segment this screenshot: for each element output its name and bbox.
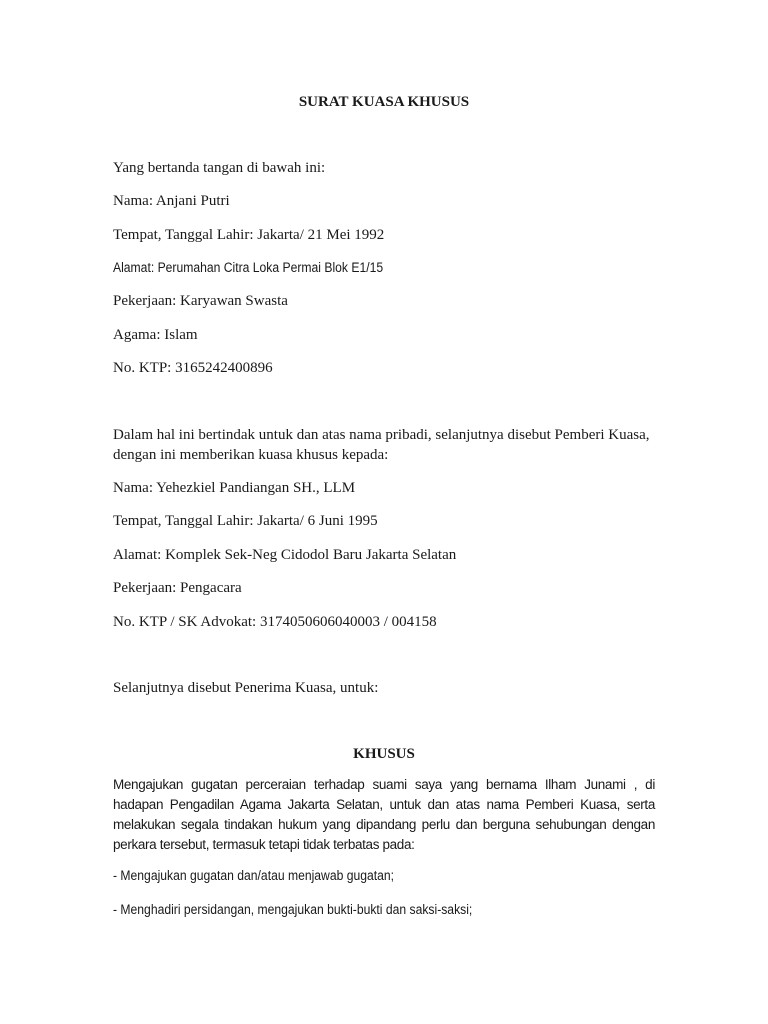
purpose-paragraph — [113, 775, 655, 855]
grantor-occupation: Pekerjaan: Karyawan Swasta — [113, 293, 288, 309]
intro-text: Yang bertanda tangan di bawah ini: — [113, 160, 326, 176]
bullet-item — [113, 866, 425, 886]
grantee-birth: Tempat, Tanggal Lahir: Jakarta/ 6 Juni 1995 — [113, 513, 378, 529]
document-title: SURAT KUASA KHUSUS — [298, 94, 470, 110]
purpose-line: perkara tersebut, termasuk tetapi tidak terbatas pada: — [113, 837, 415, 852]
grantor-address-text: Alamat: Perumahan Citra Loka Permai Blok E1/15 — [113, 260, 384, 275]
grantor-name: Nama: Anjani Putri — [113, 193, 230, 209]
grantor-religion: Agama: Islam — [113, 327, 198, 343]
grantor-birth: Tempat, Tanggal Lahir: Jakarta/ 21 Mei 1992 — [113, 227, 385, 243]
bullet-item — [113, 900, 512, 920]
statement-line-2: dengan ini memberikan kuasa khusus kepada: — [113, 447, 389, 463]
special-heading: KHUSUS — [353, 746, 415, 762]
purpose-line: hadapan Pengadilan Agama Jakarta Selatan, untuk dan atas nama Pemberi Kuasa, serta — [113, 797, 655, 812]
purpose-line: Mengajukan gugatan perceraian terhadap suami saya yang bernama Ilham Junami , di — [113, 777, 655, 792]
bullet-item-text: - Menghadiri persidangan, mengajukan bukti-bukti dan saksi-saksi; — [113, 902, 473, 917]
grantor-address — [113, 258, 413, 278]
purpose-line: melakukan segala tindakan hukum yang dipandang perlu dan berguna sehubungan dengan — [113, 817, 655, 832]
recipient-line: Selanjutnya disebut Penerima Kuasa, untuk: — [113, 680, 379, 696]
bullet-item-text: - Mengajukan gugatan dan/atau menjawab gugatan; — [113, 868, 395, 883]
grantee-occupation: Pekerjaan: Pengacara — [113, 580, 242, 596]
statement-line-1: Dalam hal ini bertindak untuk dan atas nama pribadi, selanjutnya disebut Pemberi Kuasa, — [113, 427, 650, 443]
grantee-address: Alamat: Komplek Sek-Neg Cidodol Baru Jakarta Selatan — [113, 547, 457, 563]
grantor-ktp: No. KTP: 3165242400896 — [113, 360, 273, 376]
grantee-ktp: No. KTP / SK Advokat: 3174050606040003 / 004158 — [113, 614, 437, 630]
grantee-name: Nama: Yehezkiel Pandiangan SH., LLM — [113, 480, 356, 496]
